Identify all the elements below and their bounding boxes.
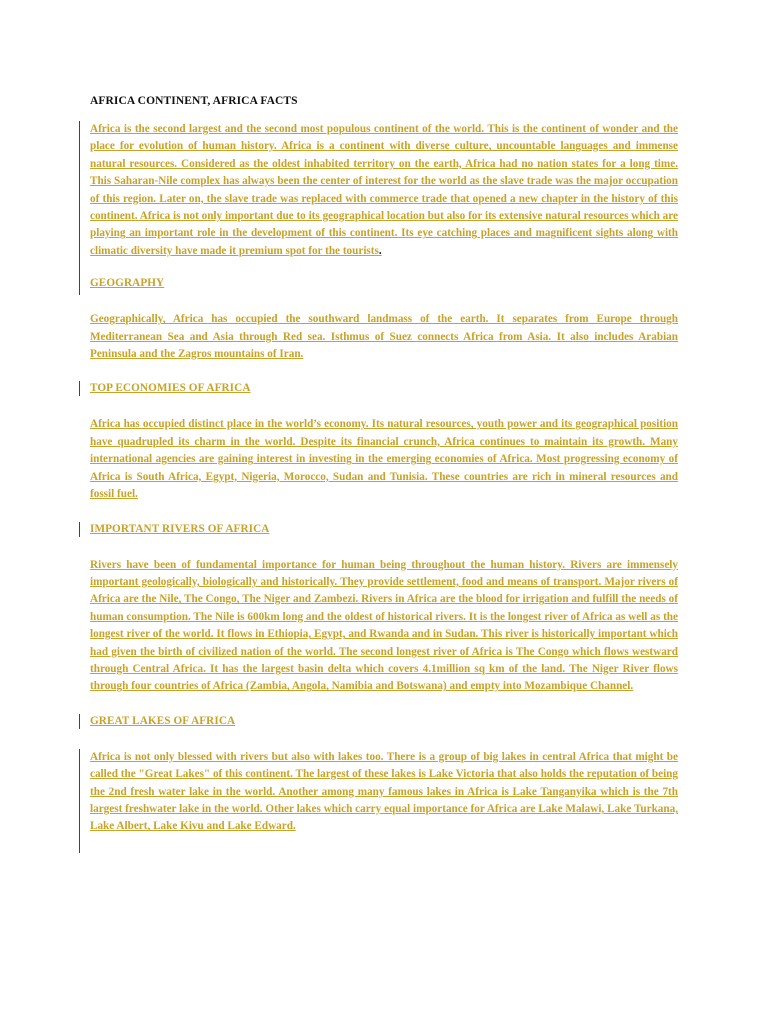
change-bar bbox=[79, 714, 80, 729]
section-geography-heading-wrap bbox=[90, 276, 678, 291]
change-bar bbox=[79, 121, 80, 295]
intro-paragraph-period: . bbox=[378, 244, 382, 257]
section-heading[interactable]: GEOGRAPHY bbox=[90, 277, 165, 290]
section-geography-block bbox=[90, 311, 678, 363]
section-paragraph[interactable]: Rivers have been of fundamental importance for human being throughout the human history. Rivers are immensely important geologically, biologically and historically. They provide settlement, food and means of transport. Major rivers of Africa are the Nile, The Congo, The Niger and Zambezi. Rivers in Africa are the blood for irrigation and fulfill the needs of human consumption. The Nile is 600km long and the oldest of historical rivers. It is the longest river of Africa as well as the longest river of the world. It flows in Ethiopia, Egypt, and Rwanda and in Sudan. This river is historically important which had given the birth of civilized nation of the world. The second longest river of Africa is The Congo which flows westward through Central Africa. It has the largest basin delta which covers 4.1million sq km of the land. The Niger River flows through four countries of Africa (Zambia, Angola, Namibia and Botswana) and empty into Mozambique Channel. bbox=[90, 558, 678, 693]
section-paragraph[interactable]: Geographically, Africa has occupied the southward landmass of the earth. It separates from Europe through Mediterranean Sea and Asia through Red sea. Isthmus of Suez connects Africa from Asia. It also includes Arabian Peninsula and the Zagros mountains of Iran. bbox=[90, 313, 678, 361]
change-bar bbox=[79, 381, 80, 396]
section-economies-heading-wrap bbox=[90, 381, 678, 396]
intro-paragraph-text: Africa is the second largest and the second most populous continent of the world. This is the continent of wonder and the place for evolution of human history. Africa is a continent with diverse culture, uncountable languages and immense natural resources. Considered as the oldest inhabited territory on the earth, Africa had no nation states for a long time. This Saharan-Nile complex has always been the center of interest for the world as the slave trade was the major occupation of this region. Later on, the slave trade was replaced with commerce trade that opened a new chapter in the history of this continent. Africa is not only important due to its geographical location but also for its extensive natural resources which are playing an important role in the development of this continent. Its eye catching places and magnificent sights along with climatic diversity have made it premium spot for the tourists bbox=[90, 123, 678, 257]
change-bar bbox=[79, 749, 80, 853]
intro-paragraph[interactable] bbox=[90, 121, 678, 260]
section-lakes-heading-wrap bbox=[90, 714, 678, 729]
section-lakes-block bbox=[90, 749, 678, 836]
section-heading[interactable]: GREAT LAKES OF AFRICA bbox=[90, 714, 236, 727]
section-heading[interactable]: TOP ECONOMIES OF AFRICA bbox=[90, 382, 251, 395]
section-paragraph[interactable]: Africa has occupied distinct place in the world’s economy. Its natural resources, youth power and its geographical position have quadrupled its charm in the world. Despite its financial crunch, Africa continues to maintain its growth. Many international agencies are gaining interest in investing in the emerging economies of Africa. Most progressing economy of Africa is South Africa, Egypt, Nigeria, Morocco, Sudan and Tunisia. These countries are rich in mineral resources and fossil fuel. bbox=[90, 418, 678, 501]
change-bar bbox=[79, 276, 80, 291]
document-page bbox=[90, 95, 678, 836]
section-rivers-heading-wrap bbox=[90, 522, 678, 537]
change-bar bbox=[79, 522, 80, 537]
section-economies-block bbox=[90, 416, 678, 503]
section-rivers-block bbox=[90, 557, 678, 696]
intro-block bbox=[90, 121, 678, 260]
section-heading[interactable]: IMPORTANT RIVERS OF AFRICA bbox=[90, 522, 270, 535]
document-title: AFRICA CONTINENT, AFRICA FACTS bbox=[90, 95, 298, 107]
section-paragraph[interactable]: Africa is not only blessed with rivers but also with lakes too. There is a group of big lakes in central Africa that might be called the "Great Lakes" of this continent. The largest of these lakes is Lake Victoria that also holds the reputation of being the 2nd fresh water lake in the world. Another among many famous lakes in Africa is Lake Tanganyika which is the 7th largest freshwater lake in the world. Other lakes which carry equal importance for Africa are Lake Malawi, Lake Turkana, Lake Albert, Lake Kivu and Lake Edward. bbox=[90, 750, 678, 833]
